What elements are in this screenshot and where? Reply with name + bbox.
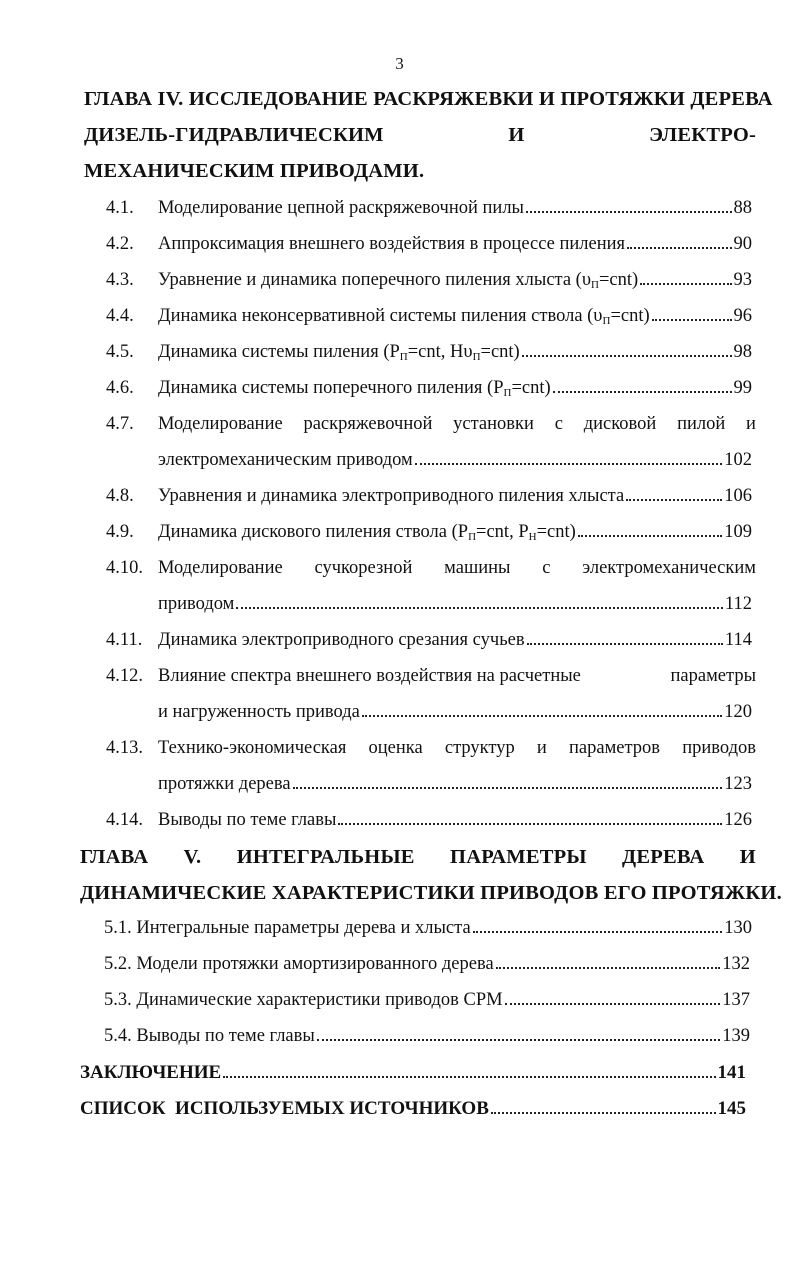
- word: параметры: [670, 666, 756, 686]
- entry-number: 4.2.: [106, 234, 134, 254]
- dot-leader: [473, 931, 723, 933]
- entry-title: ЗАКЛЮЧЕНИЕ: [80, 1062, 222, 1083]
- chapter5-title-line2: ДИНАМИЧЕСКИЕ ХАРАКТЕРИСТИКИ ПРИВОДОВ ЕГО ПРОТЯЖКИ.: [80, 882, 782, 904]
- toc-entry-4-1[interactable]: [158, 198, 752, 219]
- entry-title: Динамика системы поперечного пиления $(P_П=cnt)$: [158, 378, 551, 399]
- word: пилой: [677, 414, 726, 434]
- page-number: 3: [395, 54, 404, 73]
- chapter4-title-line1: ГЛАВА IV. ИССЛЕДОВАНИЕ РАСКРЯЖЕВКИ И ПРОТЯЖКИ ДЕРЕВА: [84, 88, 773, 110]
- toc-entry-4-10-line2[interactable]: [158, 594, 752, 615]
- entry-page: 123: [724, 774, 752, 794]
- dot-leader: [627, 247, 731, 249]
- word: с: [554, 414, 563, 434]
- entry-title: Уравнения и динамика электроприводного пиления хлыста: [158, 486, 625, 506]
- entry-page: 139: [722, 1026, 750, 1046]
- entry-number: 4.7.: [106, 414, 134, 434]
- entry-title: Динамика дискового пиления ствола ($P_П=cnt$, $P_Н=cnt$): [158, 522, 576, 543]
- entry-title: Уравнение и динамика поперечного пиления хлыста $(\upsilon_П=cnt)$: [158, 270, 639, 291]
- dot-leader: [578, 535, 722, 537]
- word: сучкорезной: [314, 558, 413, 578]
- toc-entry-4-14[interactable]: [158, 810, 752, 831]
- entry-page: 141: [717, 1062, 746, 1083]
- entry-page: 114: [724, 630, 752, 650]
- entry-number: 4.5.: [106, 342, 134, 362]
- entry-title: Аппроксимация внешнего воздействия в процессе пиления: [158, 234, 626, 254]
- dot-leader: [652, 319, 732, 321]
- dot-leader: [317, 1039, 720, 1041]
- dot-leader: [338, 823, 722, 825]
- chapter5-word: И: [739, 846, 756, 868]
- entry-number: 4.3.: [106, 270, 134, 290]
- entry-page: 102: [724, 450, 752, 470]
- entry-page: 112: [724, 594, 752, 614]
- entry-number: 4.6.: [106, 378, 134, 398]
- entry-number: 4.14.: [106, 810, 143, 830]
- entry-page: 98: [733, 342, 752, 362]
- toc-entry-4-4[interactable]: [158, 306, 752, 327]
- entry-title: электромеханическим приводом: [158, 450, 413, 470]
- toc-entry-4-12-line1[interactable]: [158, 666, 756, 687]
- entry-page: 109: [724, 522, 752, 542]
- dot-leader: [626, 499, 722, 501]
- entry-number: 4.8.: [106, 486, 134, 506]
- word: Технико-экономическая: [158, 738, 347, 758]
- toc-entry-5-4[interactable]: [104, 1026, 750, 1047]
- chapter5-word: ПАРАМЕТРЫ: [450, 846, 587, 868]
- toc-entry-4-11[interactable]: [158, 630, 752, 651]
- toc-entry-5-3[interactable]: [104, 990, 750, 1011]
- toc-entry-4-10-line1[interactable]: [158, 558, 756, 579]
- entry-page: 132: [722, 954, 750, 974]
- dot-leader: [553, 391, 732, 393]
- word: с: [542, 558, 551, 578]
- entry-title: 5.2. Модели протяжки амортизированного дерева: [104, 954, 494, 974]
- entry-title: протяжки дерева: [158, 774, 291, 794]
- chapter4-title-line2: [84, 124, 756, 147]
- entry-title: 5.4. Выводы по теме главы: [104, 1026, 315, 1046]
- entry-page: 130: [724, 918, 752, 938]
- dot-leader: [293, 787, 723, 789]
- entry-title: Динамика системы пиления ($P_П=cnt$, $H\upsilon_П=cnt$): [158, 342, 520, 363]
- entry-title: Динамика электроприводного срезания сучьев: [158, 630, 525, 650]
- toc-entry-4-13-line1[interactable]: [158, 738, 756, 759]
- toc-conclusion[interactable]: [80, 1062, 746, 1084]
- entry-number: 4.11.: [106, 630, 143, 650]
- toc-entry-4-8[interactable]: [158, 486, 752, 507]
- entry-page: 99: [733, 378, 752, 398]
- toc-entry-4-12-line2[interactable]: [158, 702, 752, 723]
- toc-references[interactable]: [80, 1098, 746, 1120]
- dot-leader: [526, 211, 732, 213]
- toc-entry-4-9[interactable]: [158, 522, 752, 543]
- dot-leader: [236, 607, 723, 609]
- chapter4-word: ДИЗЕЛЬ-ГИДРАВЛИЧЕСКИМ: [84, 124, 384, 146]
- entry-title: приводом: [158, 594, 235, 614]
- dot-leader: [496, 967, 721, 969]
- entry-page: 126: [724, 810, 752, 830]
- dot-leader: [491, 1112, 716, 1114]
- word: дисковой: [583, 414, 657, 434]
- dot-leader: [362, 715, 722, 717]
- toc-entry-4-2[interactable]: [158, 234, 752, 255]
- chapter5-word: V.: [183, 846, 202, 868]
- entry-title: и нагруженность привода: [158, 702, 360, 722]
- entry-title: Выводы по теме главы: [158, 810, 337, 830]
- dot-leader: [505, 1003, 721, 1005]
- word: раскряжевочной: [303, 414, 433, 434]
- word: и: [746, 414, 756, 434]
- entry-number: 4.10.: [106, 558, 143, 578]
- toc-entry-4-7-line2[interactable]: [158, 450, 752, 471]
- entry-title: 5.1. Интегральные параметры дерева и хлыста: [104, 918, 471, 938]
- dot-leader: [522, 355, 732, 357]
- entry-page: 96: [733, 306, 752, 326]
- word: электромеханическим: [582, 558, 756, 578]
- entry-number: 4.4.: [106, 306, 134, 326]
- toc-entry-4-6[interactable]: [158, 378, 752, 399]
- entry-number: 4.9.: [106, 522, 134, 542]
- word: Моделирование: [158, 414, 283, 434]
- entry-number: 4.12.: [106, 666, 143, 686]
- entry-number: 4.13.: [106, 738, 143, 758]
- toc-entry-4-3[interactable]: [158, 270, 752, 291]
- dot-leader: [415, 463, 723, 465]
- entry-page: 120: [724, 702, 752, 722]
- toc-entry-4-5[interactable]: [158, 342, 752, 363]
- dot-leader: [527, 643, 723, 645]
- chapter4-word: И: [508, 124, 525, 146]
- chapter4-word: ЭЛЕКТРО-: [649, 124, 756, 146]
- chapter5-title-line1: [80, 846, 756, 869]
- entry-page: 88: [733, 198, 752, 218]
- word: машины: [444, 558, 511, 578]
- chapter5-word: ИНТЕГРАЛЬНЫЕ: [236, 846, 415, 868]
- toc-entry-5-2[interactable]: [104, 954, 750, 975]
- word: Влияние спектра внешнего воздействия на расчетные: [158, 666, 581, 686]
- word: оценка: [368, 738, 423, 758]
- word: и: [536, 738, 547, 758]
- dot-leader: [640, 283, 731, 285]
- entry-page: 90: [733, 234, 752, 254]
- word: параметров: [569, 738, 661, 758]
- word: установки: [453, 414, 534, 434]
- entry-page: 93: [733, 270, 752, 290]
- dot-leader: [223, 1076, 715, 1078]
- entry-title: Моделирование цепной раскряжевочной пилы: [158, 198, 524, 218]
- chapter4-title-line3: МЕХАНИЧЕСКИМ ПРИВОДАМИ.: [84, 160, 425, 182]
- word: структур: [444, 738, 515, 758]
- entry-title: СПИСОК ИСПОЛЬЗУЕМЫХ ИСТОЧНИКОВ: [80, 1098, 489, 1119]
- entry-page: 106: [724, 486, 752, 506]
- toc-entry-4-13-line2[interactable]: [158, 774, 752, 795]
- toc-entry-5-1[interactable]: [104, 918, 752, 939]
- word: приводов: [682, 738, 756, 758]
- entry-title: Динамика неконсервативной системы пиления ствола $(\upsilon_П=cnt)$: [158, 306, 650, 327]
- entry-number: 4.1.: [106, 198, 134, 218]
- chapter5-word: ГЛАВА: [80, 846, 149, 868]
- entry-title: 5.3. Динамические характеристики приводов СРМ: [104, 990, 503, 1010]
- word: Моделирование: [158, 558, 283, 578]
- entry-page: 137: [722, 990, 750, 1010]
- entry-page: 145: [717, 1098, 746, 1119]
- toc-entry-4-7-line1[interactable]: [158, 414, 756, 435]
- chapter5-word: ДЕРЕВА: [622, 846, 705, 868]
